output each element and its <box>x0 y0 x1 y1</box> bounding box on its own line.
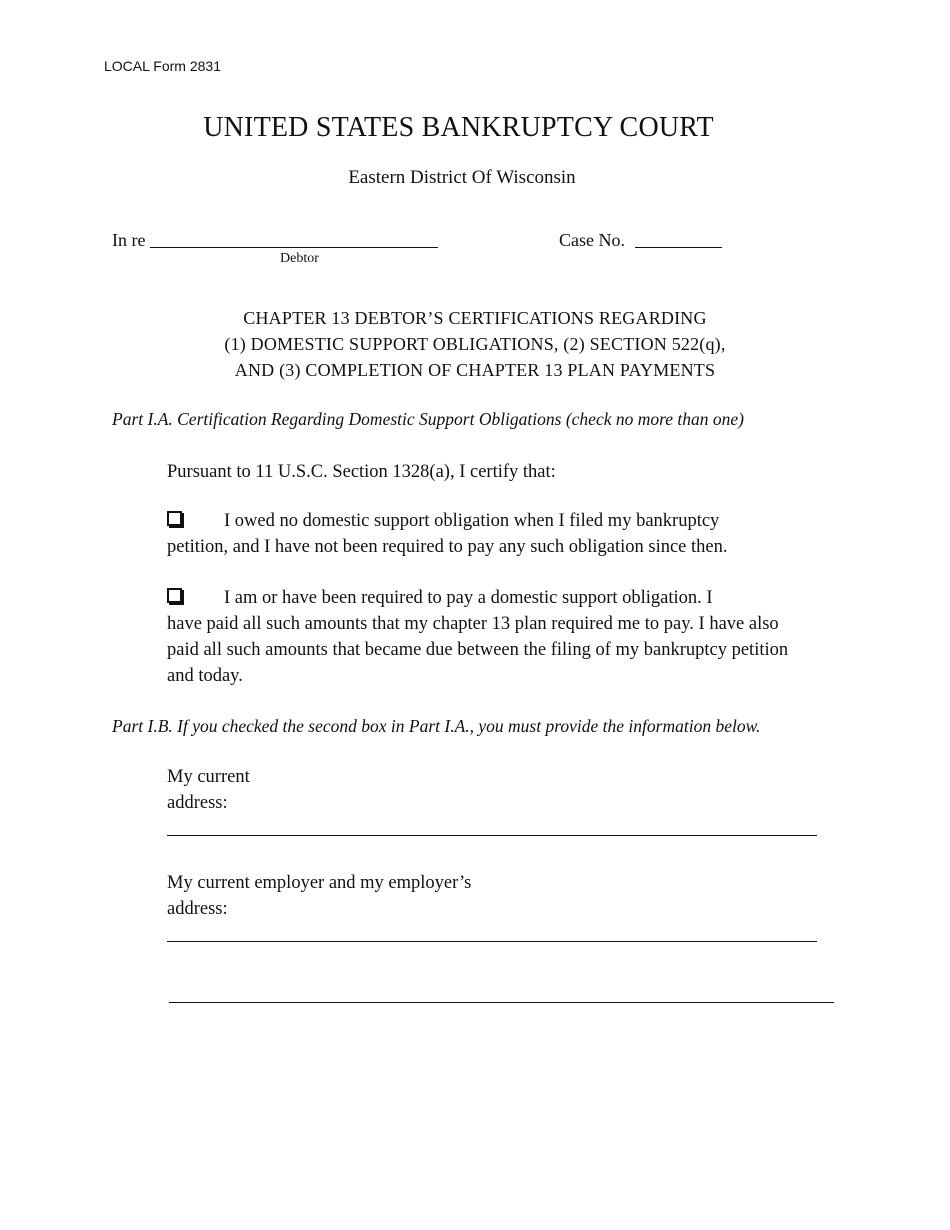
court-title <box>0 112 917 144</box>
court-title-part: TATES <box>331 112 422 143</box>
case-number-label: Case No. <box>559 230 625 250</box>
option-2-rest: have paid all such amounts that my chapter 13 plan required me to pay. I have also paid all such amounts that became due between the filing of my bankruptcy petition and today. <box>167 614 789 686</box>
employer-address-line-1[interactable] <box>167 941 817 942</box>
employer-label-line-1: My current employer and my employer’s <box>167 873 472 893</box>
address-label-line-1: My current <box>167 767 250 787</box>
court-title-part: S <box>315 112 332 143</box>
case-number-line[interactable] <box>635 247 722 248</box>
court-title-part: ANKRUPTCY <box>440 112 620 143</box>
in-re-label: In re <box>112 230 146 250</box>
debtor-label: Debtor <box>280 251 319 266</box>
form-heading <box>0 305 950 383</box>
option-1-first-line <box>167 508 807 534</box>
employer-label <box>167 870 471 922</box>
employer-address-line-2[interactable] <box>169 1002 834 1003</box>
court-title-part: B <box>421 112 441 143</box>
part-1a-title: Part I.A. Certification Regarding Domestic Support Obligations (check no more than one) <box>112 409 745 429</box>
debtor-name-line[interactable] <box>150 247 438 248</box>
option-1-rest: petition, and I have not been required to pay any such obligation since then. <box>167 537 728 557</box>
option-has-obligation <box>167 585 792 689</box>
employer-label-line-2: address: <box>167 899 228 919</box>
address-line[interactable] <box>167 835 817 836</box>
form-number: LOCAL Form 2831 <box>104 58 221 74</box>
option-2-first-line <box>167 585 792 611</box>
part-1b-title: Part I.B. If you checked the second box in Part I.A., you must provide the information below. <box>112 716 761 736</box>
district-name: Eastern District Of Wisconsin <box>348 167 576 188</box>
heading-line-2: (1) DOMESTIC SUPPORT OBLIGATIONS, (2) SECTION 522(q), <box>224 334 726 354</box>
court-title-part: OURT <box>638 112 714 143</box>
heading-line-3: AND (3) COMPLETION OF CHAPTER 13 PLAN PAYMENTS <box>234 360 716 380</box>
checkbox-has-obligation[interactable] <box>167 588 182 603</box>
court-title-part: C <box>619 112 639 143</box>
address-label <box>167 764 250 816</box>
court-title-part: NITED <box>223 112 316 143</box>
option-2-first-text: I am or have been required to pay a domestic support obligation. I <box>224 588 713 608</box>
court-title-part: U <box>203 112 224 143</box>
address-label-line-2: address: <box>167 793 228 813</box>
certification-intro: Pursuant to 11 U.S.C. Section 1328(a), I certify that: <box>167 462 556 482</box>
checkbox-no-obligation[interactable] <box>167 511 182 526</box>
heading-line-1: CHAPTER 13 DEBTOR’S CERTIFICATIONS REGARDING <box>243 308 707 328</box>
option-1-first-text: I owed no domestic support obligation when I filed my bankruptcy <box>224 511 720 531</box>
option-no-obligation <box>167 508 807 560</box>
